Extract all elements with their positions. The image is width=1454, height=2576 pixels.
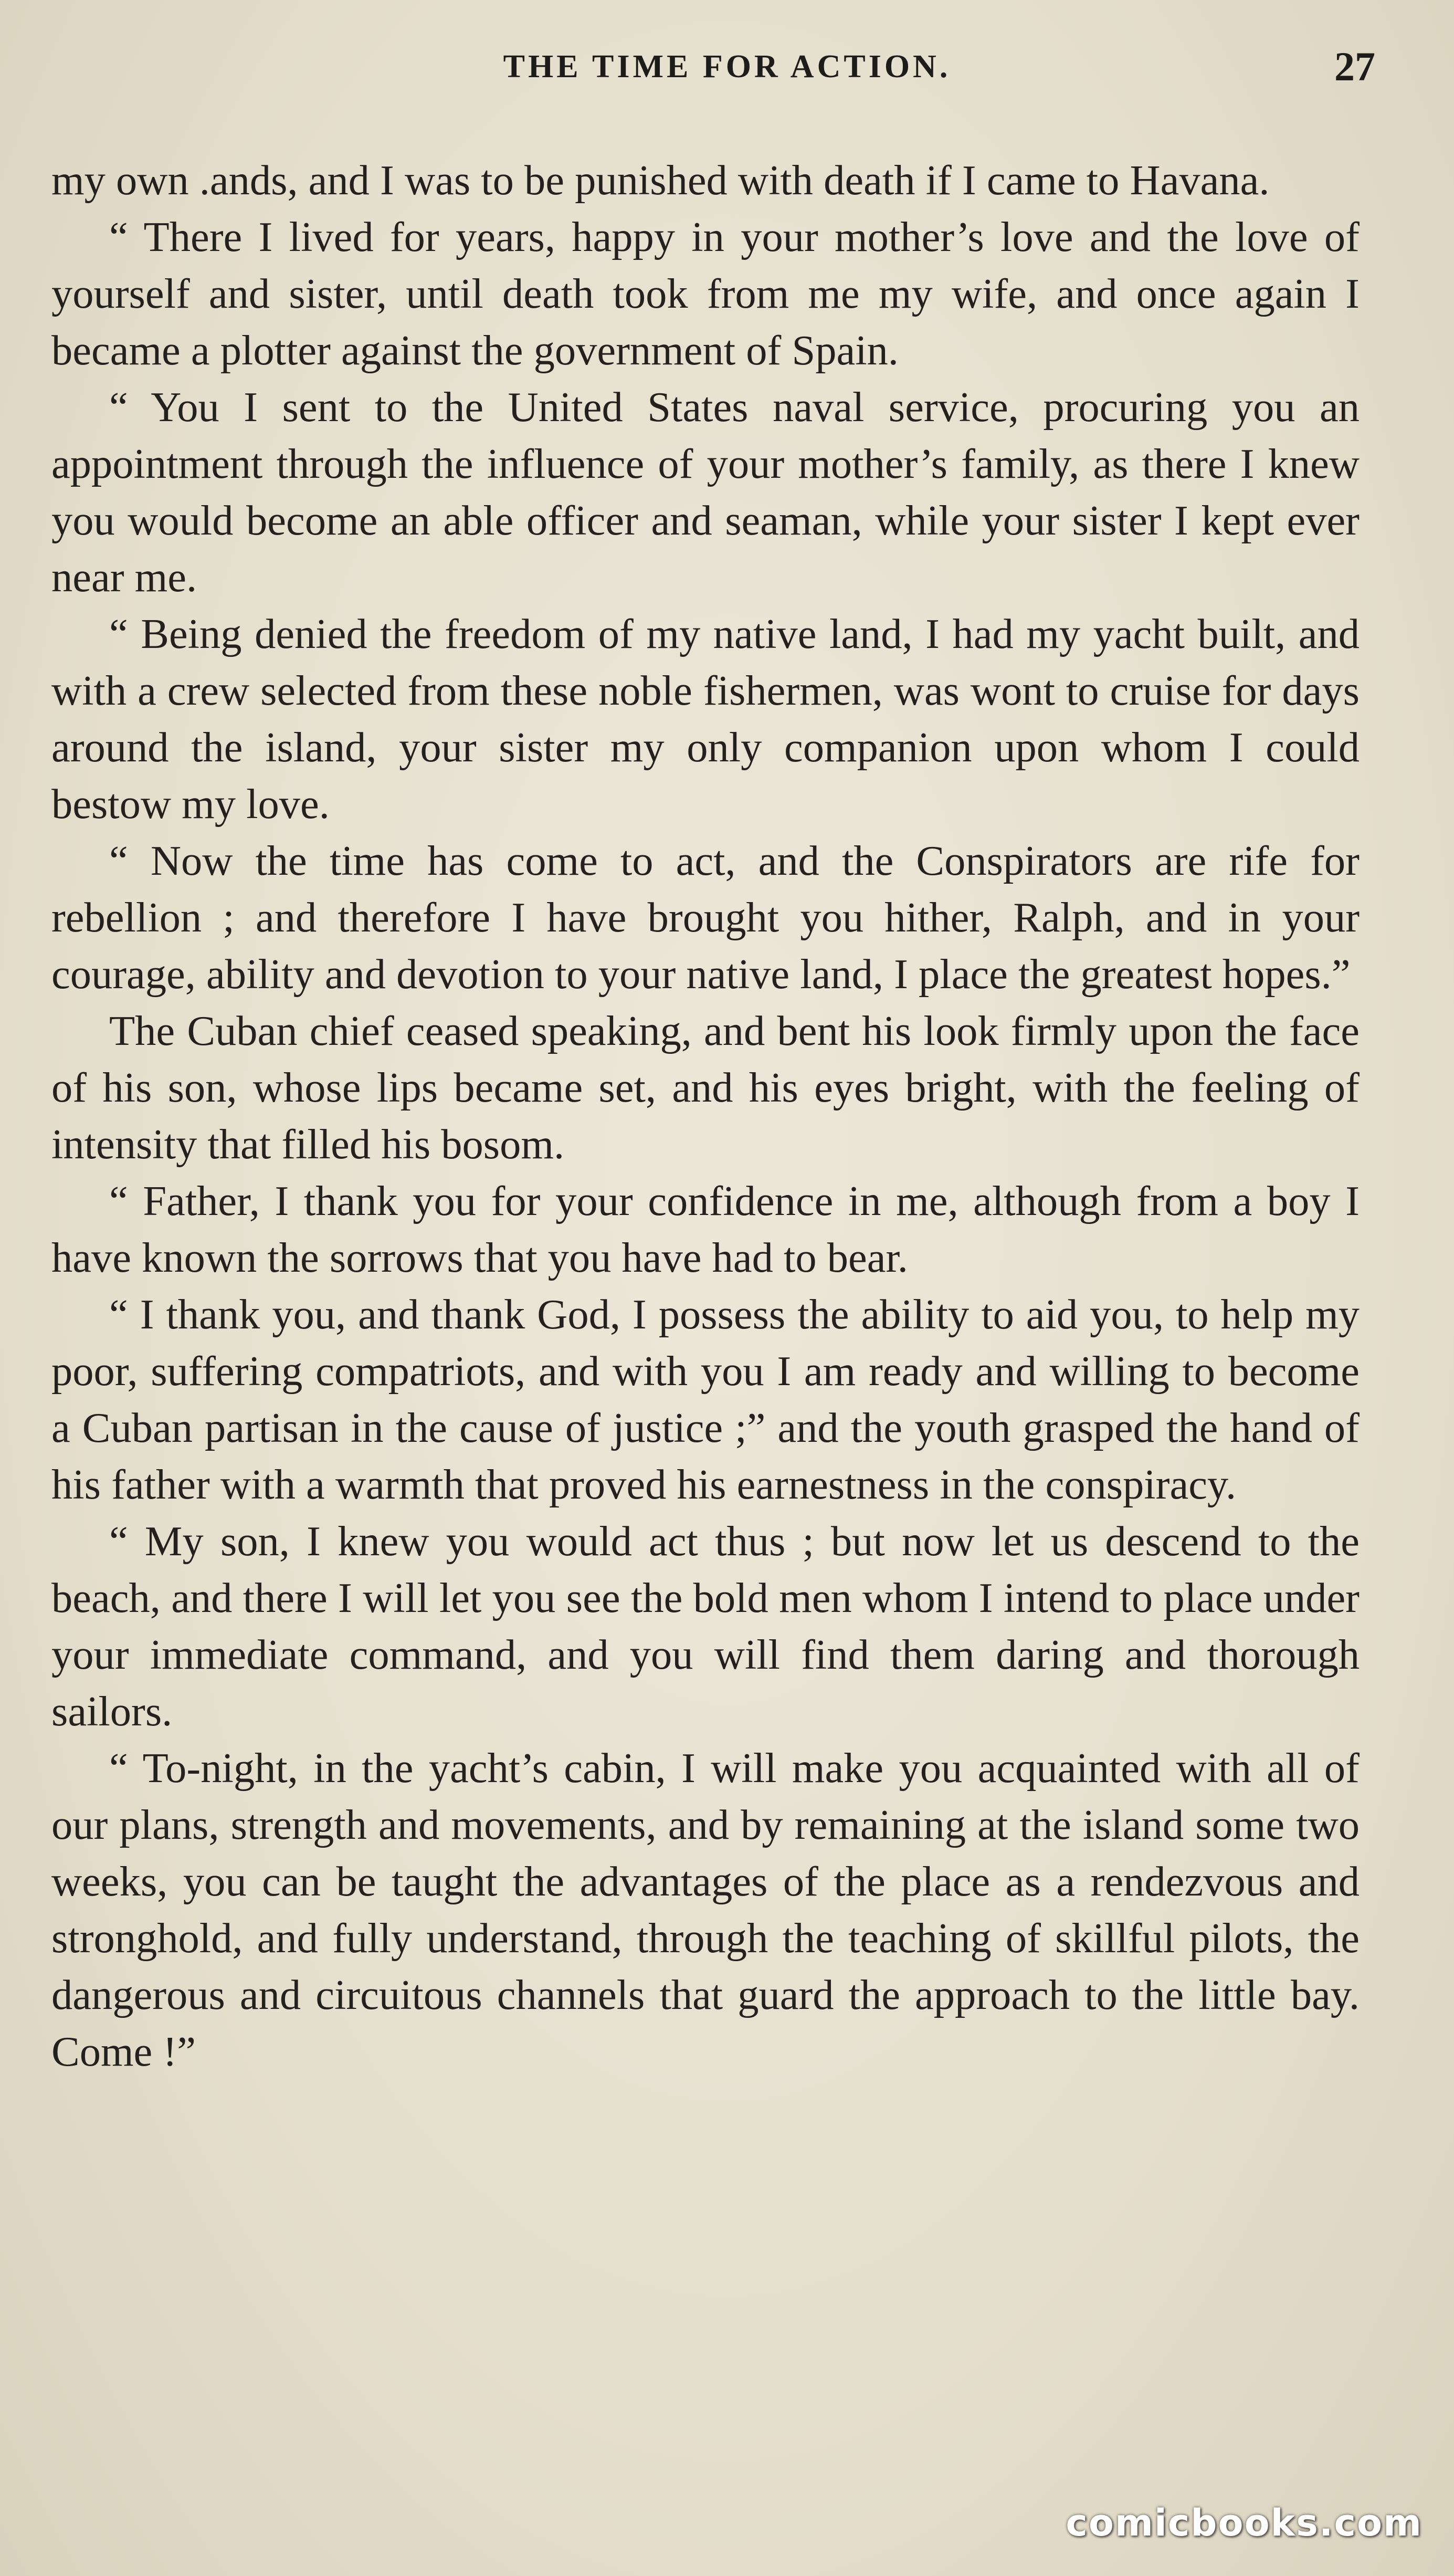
paragraph: “ Father, I thank you for your confidence in me, although from a boy I have known the sorrows that you have had to bear. (51, 1178, 1360, 1281)
page-number: 27 (1334, 44, 1375, 89)
body-text (51, 152, 1360, 2080)
paragraph: “ My son, I knew you would act thus ; but now let us descend to the beach, and there I will let you see the bold men whom I intend to place under your immediate command, and you will find them daring and thorough sailors. (51, 1518, 1360, 1735)
paragraph: “ There I lived for years, happy in your mother’s love and the love of yourself and sister, until death took from me my wife, and once again I became a plotter against the government of Spain. (51, 214, 1360, 374)
watermark: comicbooks.com (1066, 2501, 1423, 2544)
paragraph: “ I thank you, and thank God, I possess the ability to aid you, to help my poor, suffering compatriots, and with you I am ready and willing to become a Cuban partisan in the cause of justice ;” and the youth grasped the hand of his father with a warmth that proved his earnestness in the conspiracy. (51, 1291, 1360, 1508)
running-head: THE TIME FOR ACTION. (503, 49, 951, 85)
paragraph: my own .ands, and I was to be punished with death if I came to Havana. (51, 157, 1270, 204)
paragraph: “ Now the time has come to act, and the Conspirators are rife for rebellion ; and therefore I have brought you hither, Ralph, and in your courage, ability and devotion to your native land, I place the greatest hopes.” (51, 837, 1360, 998)
paragraph: “ To-night, in the yacht’s cabin, I will make you acquainted with all of our plans, strength and movements, and by remaining at the island some two weeks, you can be taught the advantages of the place as a rendezvous and stronghold, and fully understand, through the teaching of skillful pilots, the dangerous and circuitous channels that guard the approach to the little bay. Come !” (51, 1745, 1360, 2075)
paragraph: The Cuban chief ceased speaking, and bent his look firmly upon the face of his son, whose lips became set, and his eyes bright, with the feeling of intensity that filled his bosom. (51, 1008, 1360, 1168)
page-header (0, 44, 1454, 96)
paragraph: “ You I sent to the United States naval service, procuring you an appointment through the influence of your mother’s family, as there I knew you would become an able officer and seaman, while your sister I kept ever near me. (51, 384, 1360, 601)
paragraph: “ Being denied the freedom of my native land, I had my yacht built, and with a crew selected from these noble fishermen, was wont to cruise for days around the island, your sister my only companion upon whom I could bestow my love. (51, 611, 1360, 828)
